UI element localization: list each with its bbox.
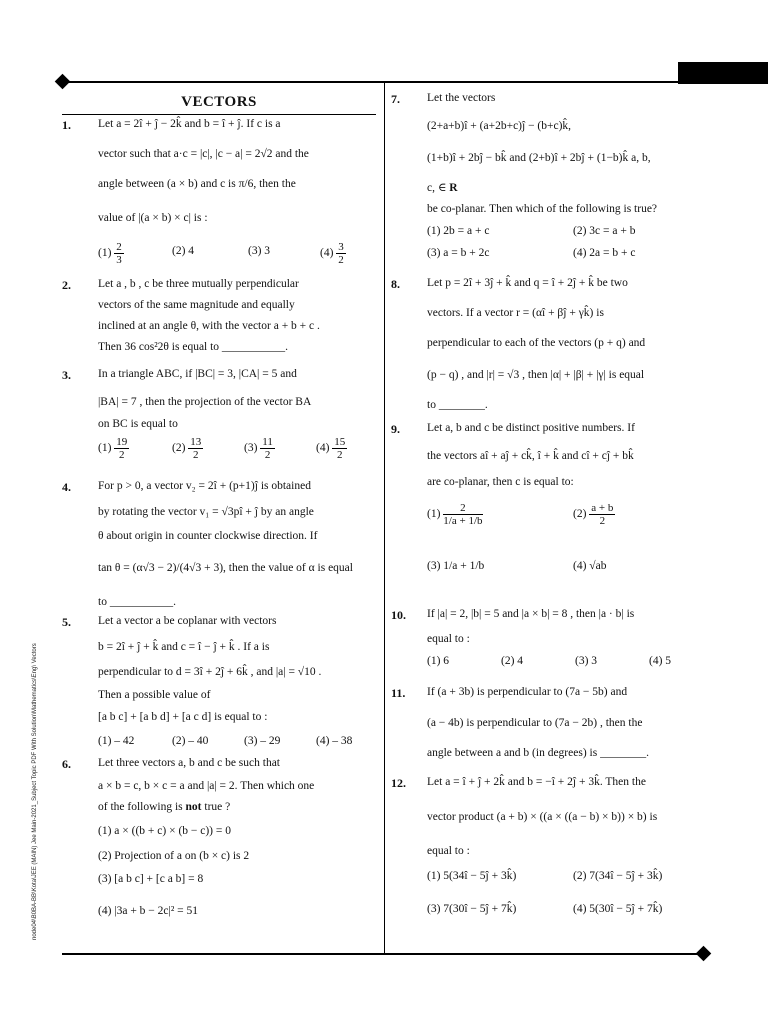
q8-line-2: vectors. If a vector r = (αî + βĵ + γk̂) is — [427, 307, 604, 319]
option-label: (3) — [244, 442, 258, 455]
q1-line-1: Let a = 2î + ĵ − 2k̂ and b = î + ĵ. If c is a — [98, 118, 281, 130]
q6-line-2: a × b = c, b × c = a and |a| = 2. Then which one — [98, 780, 315, 792]
numerator: 3 — [338, 241, 344, 253]
q12-options-row-1 — [427, 870, 662, 882]
q6-line-1: Let three vectors a, b and c be such that — [98, 757, 281, 769]
bottom-rule — [62, 953, 702, 955]
fraction — [443, 502, 482, 527]
left-column — [62, 90, 376, 917]
q9-option-2 — [573, 502, 615, 527]
q4-line-4: tan θ = (α√3 − 2)/(4√3 + 3), then the value of α is equal — [98, 562, 353, 574]
numerator: 19 — [116, 436, 128, 448]
numerator: 2 — [116, 241, 122, 253]
fraction — [114, 241, 124, 266]
q5-option-4: (4) – 38 — [316, 735, 353, 747]
question-number: 1. — [62, 118, 71, 132]
question-number: 4. — [62, 480, 71, 494]
q7-option-3: (3) a = b + 2c — [427, 247, 490, 259]
q9-line-2: the vectors aî + aĵ + ck̂, î + k̂ and cî + cĵ + bk̂ — [427, 450, 634, 462]
q9-line-3: are co-planar, then c is equal to: — [427, 476, 574, 488]
numerator: 11 — [262, 436, 273, 448]
q1-line-4: value of |(a × b) × c| is : — [98, 212, 208, 224]
q4-line-1: For p > 0, a vector v₂ = 2î + (p+1)ĵ is obtained — [98, 480, 311, 492]
denominator: 1/a + 1/b — [443, 515, 483, 527]
q1-option-4 — [320, 241, 346, 266]
q3-option-3 — [244, 436, 316, 461]
q9-options-row-1 — [427, 502, 615, 527]
q1-line-2: vector such that a·c = |c|, |c − a| = 2√2 and the — [98, 148, 309, 160]
option-label: (1) — [98, 442, 112, 455]
q1-option-2: (2) 4 — [172, 245, 195, 257]
q10-option-3: (3) 3 — [575, 655, 598, 667]
question-number: 10. — [391, 608, 406, 622]
q5-option-3: (3) – 29 — [244, 735, 281, 747]
q3-option-4 — [316, 436, 347, 461]
question-number: 8. — [391, 277, 400, 291]
denominator: 2 — [193, 449, 199, 461]
q6-option-3: (3) [a b c] + [c a b] = 8 — [98, 873, 204, 885]
q7-option-4: (4) 2a = b + c — [573, 247, 636, 259]
option-label: (4) — [320, 247, 334, 260]
q7-line-3: (1+b)î + 2bĵ − bk̂ and (2+b)î + 2bĵ + (1−b)k̂ a, b, — [427, 152, 651, 164]
q12-option-4: (4) 5(30î − 5ĵ + 7k̂) — [573, 903, 663, 915]
side-path-text: node04\B0BA-BB\Kota\JEE (MAIN) Jee Main-2021_Subject Topic PDF With Solution\Mathematics\Eng\ Vectors — [32, 643, 38, 940]
q9-option-3: (3) 1/a + 1/b — [427, 560, 485, 572]
q6-line-3-start: of the following is — [98, 801, 183, 813]
q4-line-5: to ___________. — [98, 596, 176, 608]
numerator: 2 — [443, 502, 482, 515]
q7-line-5: be co-planar. Then which of the following is true? — [427, 203, 658, 215]
q10-line-2: equal to : — [427, 633, 470, 645]
q8-line-4: (p − q) , and |r| = √3 , then |α| + |β| + |γ| is equal — [427, 369, 645, 381]
q10-option-2: (2) 4 — [501, 655, 524, 667]
section-heading: VECTORS — [62, 90, 376, 115]
question-number: 6. — [62, 757, 71, 771]
header-tab-block — [678, 62, 768, 84]
q4-line-2: by rotating the vector v₁ = √3pî + ĵ by an angle — [98, 506, 314, 518]
q6-option-4: (4) |3a + b − 2c|² = 51 — [98, 905, 199, 917]
q5-option-2: (2) – 40 — [172, 735, 209, 747]
q3-line-3: on BC is equal to — [98, 418, 178, 430]
q3-line-2: |BA| = 7 , then the projection of the vector BA — [98, 396, 312, 408]
q9-option-1 — [427, 502, 573, 527]
q6-option-2: (2) Projection of a on (b × c) is 2 — [98, 850, 250, 862]
fraction — [188, 436, 203, 461]
q1-line-3: angle between (a × b) and c is π/6, then the — [98, 178, 296, 190]
q11-line-1: If (a + 3b) is perpendicular to (7a − 5b) and — [427, 686, 628, 698]
q7-line-4 — [427, 180, 458, 194]
fraction — [589, 502, 615, 527]
q5-line-3: perpendicular to d = 3î + 2ĵ + 6k̂ , and |a| = √10 . — [98, 666, 322, 678]
reals-symbol: R — [449, 182, 458, 194]
top-rule — [62, 81, 682, 83]
q5-line-5: [a b c] + [a b d] + [a c d] is equal to : — [98, 711, 268, 723]
q3-line-1: In a triangle ABC, if |BC| = 3, |CA| = 5 and — [98, 368, 297, 380]
q10-options — [427, 655, 671, 667]
denominator: 2 — [264, 449, 271, 461]
q12-line-2: vector product (a + b) × ((a × ((a − b) × b)) × b) is — [427, 811, 658, 823]
q6-line-3-end: true ? — [204, 801, 231, 813]
option-label: (4) — [316, 442, 330, 455]
q10-line-1: If |a| = 2, |b| = 5 and |a × b| = 8 , then |a · b| is — [427, 608, 635, 620]
q12-option-3: (3) 7(30î − 5ĵ + 7k̂) — [427, 903, 517, 915]
q1-option-3: (3) 3 — [248, 245, 271, 257]
q5-line-2: b = 2î + ĵ + k̂ and c = î − ĵ + k̂ . If a is — [98, 641, 270, 653]
fraction — [336, 241, 346, 266]
option-label: (1) — [427, 508, 441, 521]
q7-line-4-start: c, ∈ — [427, 182, 447, 194]
numerator: a + b — [591, 502, 614, 514]
option-label: (2) — [573, 508, 587, 521]
q11-line-2: (a − 4b) is perpendicular to (7a − 2b) , then the — [427, 717, 643, 729]
q9-line-1: Let a, b and c be distinct positive numbers. If — [427, 422, 635, 434]
q6-not-emphasis: not — [185, 801, 202, 813]
q5-options — [98, 735, 352, 747]
q7-options-row-2 — [427, 247, 635, 259]
top-diamond-ornament — [55, 74, 71, 90]
question-number: 11. — [391, 686, 406, 700]
q3-options — [98, 436, 347, 461]
q12-options-row-2 — [427, 903, 662, 915]
q2-line-2: vectors of the same magnitude and equally — [98, 299, 295, 311]
denominator: 2 — [338, 254, 344, 266]
q12-line-1: Let a = î + ĵ + 2k̂ and b = −î + 2ĵ + 3k̂. Then the — [427, 776, 646, 788]
q12-option-1: (1) 5(34î − 5ĵ + 3k̂) — [427, 870, 517, 882]
bottom-diamond-ornament — [696, 946, 712, 962]
denominator: 2 — [337, 449, 343, 461]
numerator: 15 — [334, 436, 346, 448]
q5-line-4: Then a possible value of — [98, 689, 211, 701]
q7-options-row-1 — [427, 225, 635, 237]
fraction — [260, 436, 275, 461]
q12-option-2: (2) 7(34î − 5ĵ + 3k̂) — [573, 870, 663, 882]
q3-option-2 — [172, 436, 244, 461]
column-divider — [384, 83, 385, 953]
q12-line-3: equal to : — [427, 845, 470, 857]
q4-line-3: θ about origin in counter clockwise direction. If — [98, 530, 318, 542]
q2-line-3: inclined at an angle θ, with the vector a + b + c . — [98, 320, 320, 332]
q10-option-1: (1) 6 — [427, 655, 450, 667]
question-number: 5. — [62, 615, 71, 629]
question-number: 12. — [391, 776, 406, 790]
q3-option-1 — [98, 436, 172, 461]
q2-line-1: Let a , b , c be three mutually perpendicular — [98, 278, 299, 290]
q6-option-1: (1) a × ((b + c) × (b − c)) = 0 — [98, 825, 232, 837]
option-label: (2) — [172, 442, 186, 455]
question-number: 9. — [391, 422, 400, 436]
q11-line-3: angle between a and b (in degrees) is ________. — [427, 747, 649, 759]
q1-option-1 — [98, 241, 172, 266]
option-label: (1) — [98, 247, 112, 260]
q9-option-4: (4) √ab — [573, 560, 607, 572]
question-number: 2. — [62, 278, 71, 292]
q7-option-2: (2) 3c = a + b — [573, 225, 636, 237]
q1-options — [98, 241, 346, 266]
q7-option-1: (1) 2b = a + c — [427, 225, 490, 237]
q10-option-4: (4) 5 — [649, 655, 672, 667]
numerator: 13 — [190, 436, 202, 448]
denominator: 2 — [599, 515, 606, 527]
q7-line-1: Let the vectors — [427, 92, 496, 104]
q8-line-5: to ________. — [427, 399, 488, 411]
fraction — [114, 436, 129, 461]
question-number: 3. — [62, 368, 71, 382]
q8-line-3: perpendicular to each of the vectors (p + q) and — [427, 337, 646, 349]
q7-line-2: (2+a+b)î + (a+2b+c)ĵ − (b+c)k̂, — [427, 120, 572, 132]
q5-line-1: Let a vector a be coplanar with vectors — [98, 615, 277, 627]
denominator: 2 — [119, 449, 125, 461]
fraction — [332, 436, 347, 461]
q9-options-row-2 — [427, 560, 606, 572]
q5-option-1: (1) – 42 — [98, 735, 135, 747]
q8-line-1: Let p = 2î + 3ĵ + k̂ and q = î + 2ĵ + k̂ be two — [427, 277, 628, 289]
q2-line-4: Then 36 cos²2θ is equal to ___________. — [98, 341, 289, 353]
question-number: 7. — [391, 92, 400, 106]
q6-line-3 — [98, 801, 230, 813]
denominator: 3 — [116, 254, 122, 266]
